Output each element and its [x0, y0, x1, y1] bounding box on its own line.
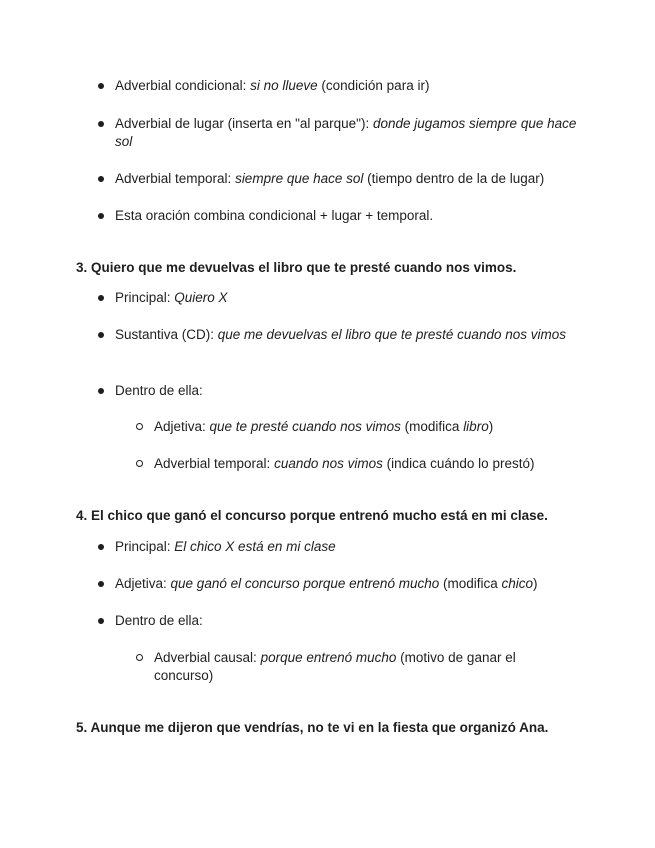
- list-item: Adverbial de lugar (inserta en "al parque"): donde jugamos siempre que hace sol: [115, 115, 585, 151]
- section-heading: 3. Quiero que me devuelvas el libro que te presté cuando nos vimos.: [76, 260, 517, 275]
- list-item: Adverbial temporal: siempre que hace sol (tiempo dentro de la de lugar): [115, 170, 585, 188]
- list-item: Principal: El chico X está en mi clase: [115, 538, 585, 556]
- section-heading: 5. Aunque me dijeron que vendrías, no te vi en la fiesta que organizó Ana.: [76, 720, 549, 735]
- list-item: Adverbial condicional: si no llueve (condición para ir): [115, 77, 585, 95]
- sub-list-item: Adverbial temporal: cuando nos vimos (indica cuándo lo prestó): [154, 455, 594, 473]
- list-item: Sustantiva (CD): que me devuelvas el libro que te presté cuando nos vimos: [115, 326, 585, 344]
- section-heading: 4. El chico que ganó el concurso porque entrenó mucho está en mi clase.: [76, 508, 548, 523]
- sub-list-item: Adverbial causal: porque entrenó mucho (motivo de ganar el concurso): [154, 649, 544, 685]
- list-item: Adjetiva: que ganó el concurso porque entrenó mucho (modifica chico): [115, 575, 585, 593]
- list-item: Principal: Quiero X: [115, 289, 585, 307]
- list-item: Dentro de ella:: [115, 612, 585, 630]
- sub-list-item: Adjetiva: que te presté cuando nos vimos (modifica libro): [154, 418, 594, 436]
- list-item: Dentro de ella:: [115, 382, 585, 400]
- list-item: Esta oración combina condicional + lugar + temporal.: [115, 207, 585, 225]
